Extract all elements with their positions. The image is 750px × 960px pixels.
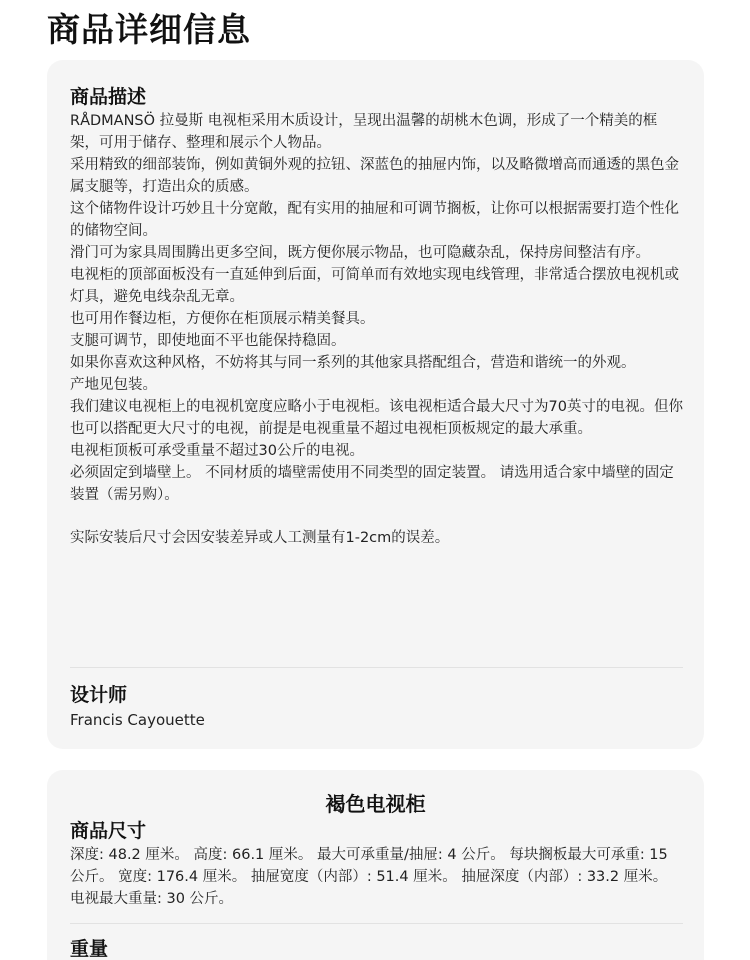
dimensions-text: 深度: 48.2 厘米。 高度: 66.1 厘米。 最大可承重量/抽屉: 4 公斤。 每块搁板最大可承重: 15 公斤。 宽度: 176.4 厘米。 抽屉宽度（内部）: 51.4 厘米。 抽屉深度（内部）: 33.2 厘米。 电视最大重量: 30 公斤。 — [70, 847, 668, 907]
description-paragraph: 滑门可为家具周围腾出更多空间，既方便你展示物品，也可隐藏杂乱，保持房间整洁有序。 — [70, 245, 650, 261]
product-dimensions-card — [47, 770, 704, 960]
product-description-card — [47, 60, 704, 749]
description-body — [70, 110, 685, 549]
description-paragraph: 采用精致的细部装饰，例如黄铜外观的拉钮、深蓝色的抽屉内饰，以及略微增高而通透的黑色金属支腿等，打造出众的质感。 — [70, 157, 679, 195]
designer-heading: 设计师 — [70, 684, 128, 706]
description-paragraph: 必须固定到墙壁上。 不同材质的墙壁需使用不同类型的固定装置。 请选用适合家中墙壁的固定装置（需另购）。 — [70, 465, 674, 503]
page-title: 商品详细信息 — [47, 10, 251, 49]
description-paragraph: 支腿可调节，即使地面不平也能保持稳固。 — [70, 333, 346, 349]
description-paragraph: 产地见包装。 — [70, 377, 157, 393]
description-heading: 商品描述 — [70, 86, 147, 108]
description-paragraph: 电视柜的顶部面板没有一直延伸到后面，可简单而有效地实现电线管理，非常适合摆放电视机或灯具，避免电线杂乱无章。 — [70, 267, 679, 305]
weight-heading: 重量 — [70, 938, 109, 960]
description-paragraph: 这个储物件设计巧妙且十分宽敞，配有实用的抽屉和可调节搁板，让你可以根据需要打造个性化的储物空间。 — [70, 201, 679, 239]
description-paragraph: 也可用作餐边柜，方便你在柜顶展示精美餐具。 — [70, 311, 375, 327]
description-paragraph: 如果你喜欢这种风格，不妨将其与同一系列的其他家具搭配组合，营造和谐统一的外观。 — [70, 355, 636, 371]
product-name: 褐色电视柜 — [325, 792, 426, 816]
designer-name: Francis Cayouette — [70, 711, 205, 729]
measurement-note: 实际安装后尺寸会因安装差异或人工测量有1-2cm的误差。 — [70, 530, 450, 546]
description-paragraph: 我们建议电视柜上的电视机宽度应略小于电视柜。该电视柜适合最大尺寸为70英寸的电视。但你也可以搭配更大尺寸的电视，前提是电视重量不超过电视柜顶板规定的最大承重。 — [70, 399, 683, 437]
dimensions-heading: 商品尺寸 — [70, 820, 147, 842]
section-divider — [70, 667, 683, 668]
description-paragraph: 电视柜顶板可承受重量不超过30公斤的电视。 — [70, 443, 364, 459]
section-divider — [70, 923, 683, 924]
description-paragraph: RÅDMANSÖ 拉曼斯 电视柜采用木质设计，呈现出温馨的胡桃木色调，形成了一个精美的框架，可用于储存、整理和展示个人物品。 — [70, 113, 658, 151]
